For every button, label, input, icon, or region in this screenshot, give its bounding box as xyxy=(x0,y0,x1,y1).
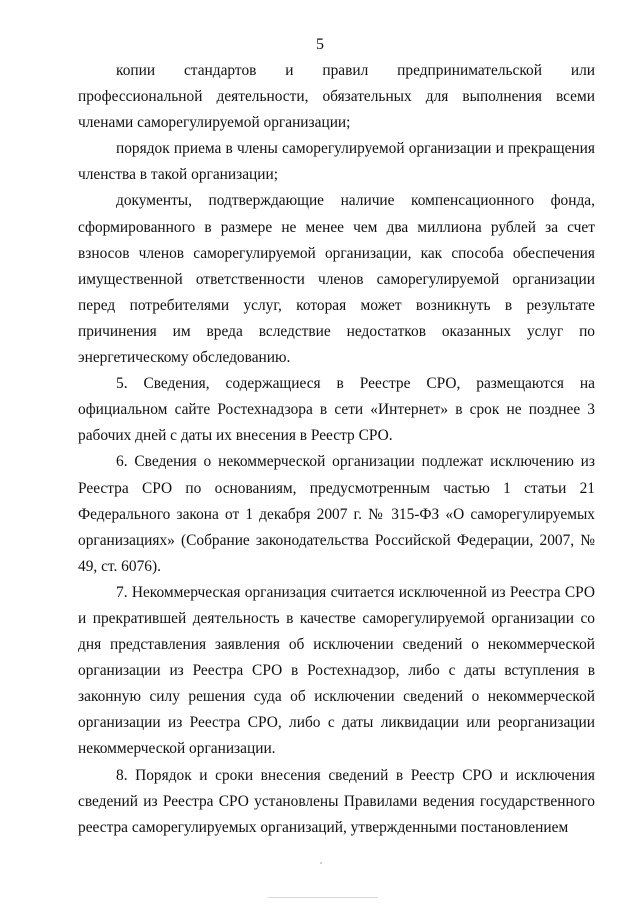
paragraph-standards-copies: копии стандартов и правил предпринимательской или профессиональной деятельности, обязательных для выполнения всеми членами саморегулируемой организации; xyxy=(78,62,595,132)
scan-edge-line xyxy=(268,897,378,898)
paragraph-compensation-fund: документы, подтверждающие наличие компенсационного фонда, сформированного в размере не менее чем два миллиона рублей за счет взносов членов саморегулируемой организации, как способа обеспечения имущественной ответственности членов саморегулируемой организации перед потребителями услуг, которая может возникнуть в результате причинения им вреда вследствие недостатков оказанных услуг по энергетическому обследованию. xyxy=(78,192,595,367)
scan-speck xyxy=(320,862,322,864)
page-number: 5 xyxy=(316,36,324,53)
paragraph-6-exclusion: 6. Сведения о некоммерческой организации подлежат исключению из Реестра СРО по основаниям, предусмотренным частью 1 статьи 21 Федерального закона от 1 декабря 2007 г. № 315-ФЗ «О саморегулируемых организациях» (Собрание законодательства Российской Федерации, 2007, № 49, ст. 6076). xyxy=(78,453,595,575)
paragraph-5-publication: 5. Сведения, содержащиеся в Реестре СРО, размещаются на официальном сайте Ростехнадзора в сети «Интернет» в срок не позднее 3 рабочих дней с даты их внесения в Реестр СРО. xyxy=(78,375,595,445)
paragraph-membership-procedure: порядок приема в члены саморегулируемой организации и прекращения членства в такой организации; xyxy=(78,140,595,184)
document-body xyxy=(78,58,595,841)
paragraph-8-procedure: 8. Порядок и сроки внесения сведений в Реестр СРО и исключения сведений из Реестра СРО установлены Правилами ведения государственного реестра саморегулируемых организаций, утвержденными постановлением xyxy=(78,766,595,836)
paragraph-7-termination: 7. Некоммерческая организация считается исключенной из Реестра СРО и прекратившей деятельность в качестве саморегулируемой организации со дня представления заявления об исключении сведений о некоммерческой организации из Реестра СРО в Ростехнадзор, либо с даты вступления в законную силу решения суда об исключении сведений о некоммерческой организации из Реестра СРО, либо с даты ликвидации или реорганизации некоммерческой организации. xyxy=(78,583,595,758)
